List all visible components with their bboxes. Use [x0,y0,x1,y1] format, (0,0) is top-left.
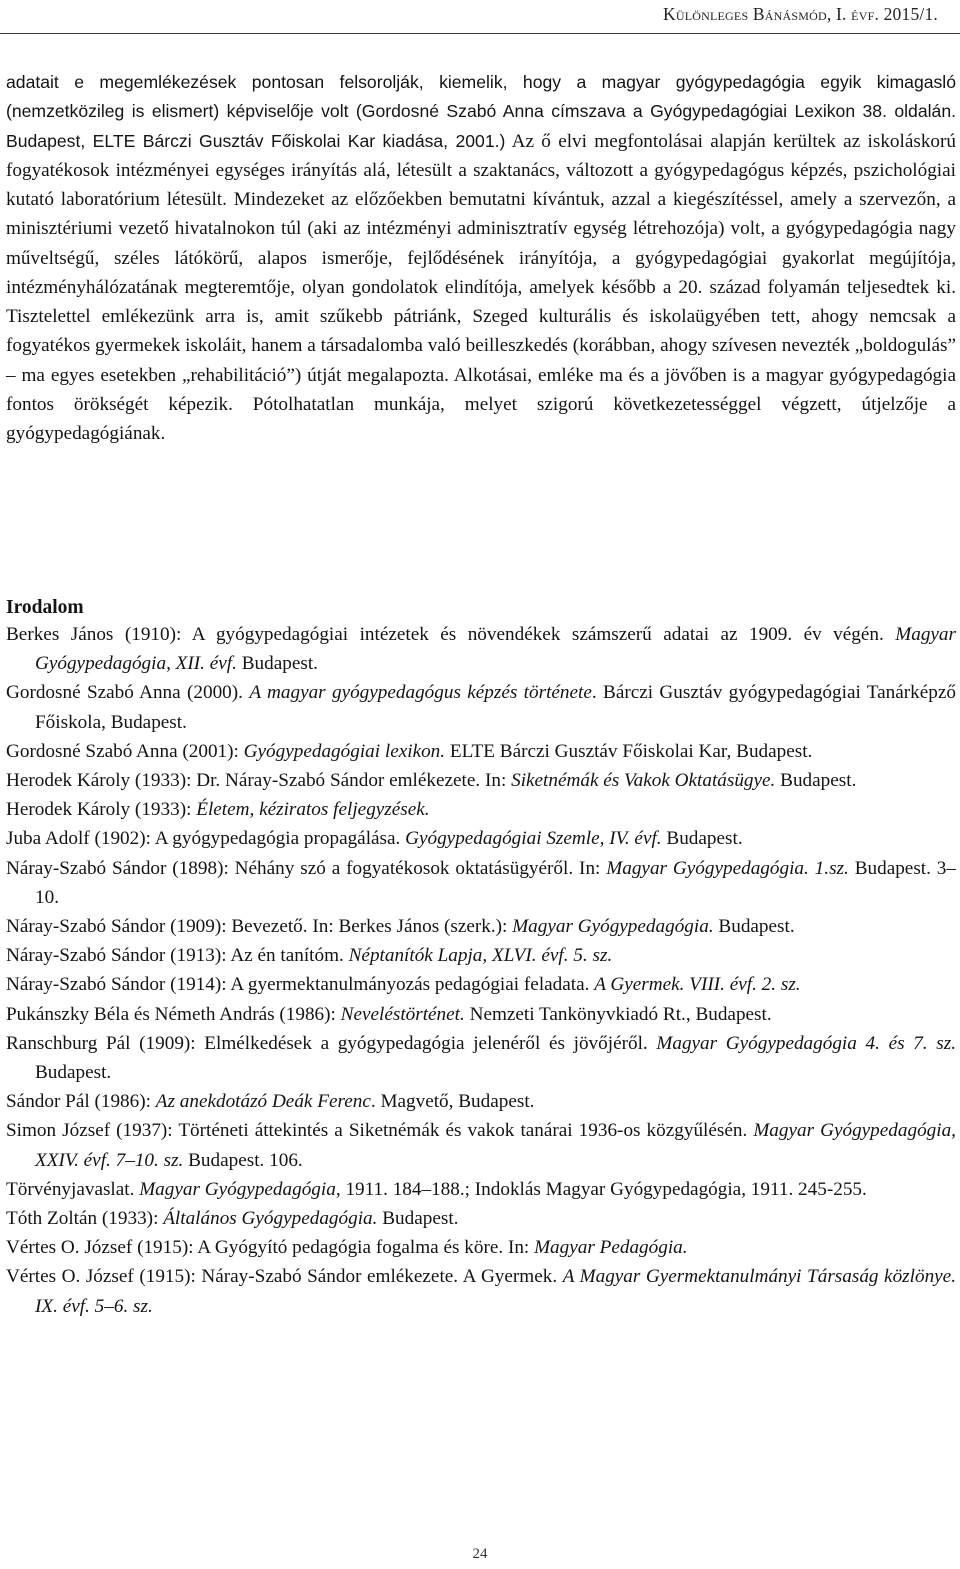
references-heading: Irodalom [6,597,84,618]
body-sentence-2: Az ő elvi megfontolásai alapján kerültek az iskoláskorú fogyatékosok intézményei egységes irányítás alá, létesült a szaktanács, változott a gyógypedagógus képzés, pszichológiai kutató laboratórium létesült. [6,130,956,210]
journal-name: Különleges Bánásmód [663,4,827,24]
reference-item: Ranschburg Pál (1909): Elmélkedések a gyógypedagógia jelenéről és jövőjéről. Magyar Gyógypedagógia 4. és 7. sz. Budapest. [6,1032,956,1084]
header-sep: , I. [826,4,852,24]
reference-item: Tóth Zoltán (1933): Általános Gyógypedagógia. Budapest. [6,1208,459,1230]
reference-item: Herodek Károly (1933): Dr. Náray-Szabó Sándor emlékezete. In: Siketnémák és Vakok Oktatásügye. Budapest. [6,770,857,792]
body-sentence-sans: adatait e megemlékezések pontosan felsorolják, kiemelik, hogy a magyar gyógypedagógia egyik kimagasló (nemzetközileg is elismert) képviselője volt (Gordosné Szabó Anna címszava a Gyógypedagógiai Lexikon 38. oldalán. Budapest, ELTE Bárczi Gusztáv Főiskolai Kar kiadása, 2001.) [6,72,956,151]
reference-item: Berkes János (1910): A gyógypedagógiai intézetek és növendékek számszerű adatai az 1909. év végén. Magyar Gyógypedagógia, XII. évf. Budapest. [6,624,956,675]
reference-item: Simon József (1937): Történeti áttekintés a Siketnémák és vakok tanárai 1936-os közgyűlésén. Magyar Gyógypedagógia, XXIV. évf. 7–10. sz. Budapest. 106. [6,1120,956,1171]
page-number: 24 [472,1546,488,1562]
reference-item: Pukánszky Béla és Németh András (1986): Neveléstörténet. Nemzeti Tankönyvkiadó Rt., Budapest. [6,1003,772,1025]
running-header [663,4,938,25]
reference-item: Vértes O. József (1915): Náray-Szabó Sándor emlékezete. A Gyermek. A Magyar Gyermektanulmányi Társaság közlönye. IX. évf. 5–6. sz. [6,1266,956,1317]
header-volume-label: évf [851,4,875,24]
reference-item: Vértes O. József (1915): A Gyógyító pedagógia fogalma és köre. In: Magyar Pedagógia. [6,1237,688,1259]
reference-item: Herodek Károly (1933): Életem, kéziratos feljegyzések. [6,799,430,821]
reference-item: Törvényjavaslat. Magyar Gyógypedagógia, 1911. 184–188.; Indoklás Magyar Gyógypedagógia, 1911. 245-255. [6,1178,867,1200]
reference-item: Náray-Szabó Sándor (1913): Az én tanítóm. Néptanítók Lapja, XLVI. évf. 5. sz. [6,945,613,967]
header-rule [0,33,960,34]
body-paragraph [6,68,956,448]
reference-item: Gordosné Szabó Anna (2000). A magyar gyógypedagógus képzés története. Bárczi Gusztáv gyógypedagógiai Tanárképző Főiskola, Budapest. [6,682,956,733]
header-issue: . 2015/1. [874,4,938,24]
reference-item: Náray-Szabó Sándor (1914): A gyermektanulmányozás pedagógiai feladata. A Gyermek. VIII. évf. 2. sz. [6,974,801,996]
reference-item: Náray-Szabó Sándor (1898): Néhány szó a fogyatékosok oktatásügyéről. In: Magyar Gyógypedagógia. 1.sz. Budapest. 3–10. [6,857,956,908]
reference-list [6,620,956,1321]
body-sentence-3: Mindezeket az előzőekben bemutatni kívántuk, azzal a kiegészítéssel, amely a szervezőn, a minisztériumi vezető hivatalnokon túl (aki az intézményi adminisztratív egység létrehozója) volt, a gyógypedagógia nagy műveltségű, széles látókörű, alapos ismerője, fejlődésének irányítója, a gyógypedagógiai gyakorlat megújítója, intézményhálózatának megteremtője, olyan gondolatok elindítója, amelyek később a 20. század folyamán teljesedtek ki. Tisztelettel emlékezünk arra is, amit szűkebb pátriánk, Szeged kulturális és iskolaügyében tett, ahogy nemcsak a fogyatékos gyermekek iskoláit, hanem a társadalomba való beilleszkedés (korábban, ahogy szívesen nevezték „boldogulás” – ma egyes esetekben „rehabilitáció”) útját megalapozta. Alkotásai, emléke ma és a jövőben is a magyar gyógypedagógia fontos örökségét képezik. Pótolhatatlan munkája, melyet szigorú következetességgel végzett, útjelzője a gyógypedagógiának. [6,189,956,444]
reference-item: Náray-Szabó Sándor (1909): Bevezető. In: Berkes János (szerk.): Magyar Gyógypedagógia. Budapest. [6,916,795,938]
reference-item: Gordosné Szabó Anna (2001): Gyógypedagógiai lexikon. ELTE Bárczi Gusztáv Főiskolai Kar, Budapest. [6,740,813,762]
reference-item: Sándor Pál (1986): Az anekdotázó Deák Ferenc. Magvető, Budapest. [6,1091,535,1113]
reference-item: Juba Adolf (1902): A gyógypedagógia propagálása. Gyógypedagógiai Szemle, IV. évf. Budapest. [6,828,743,850]
